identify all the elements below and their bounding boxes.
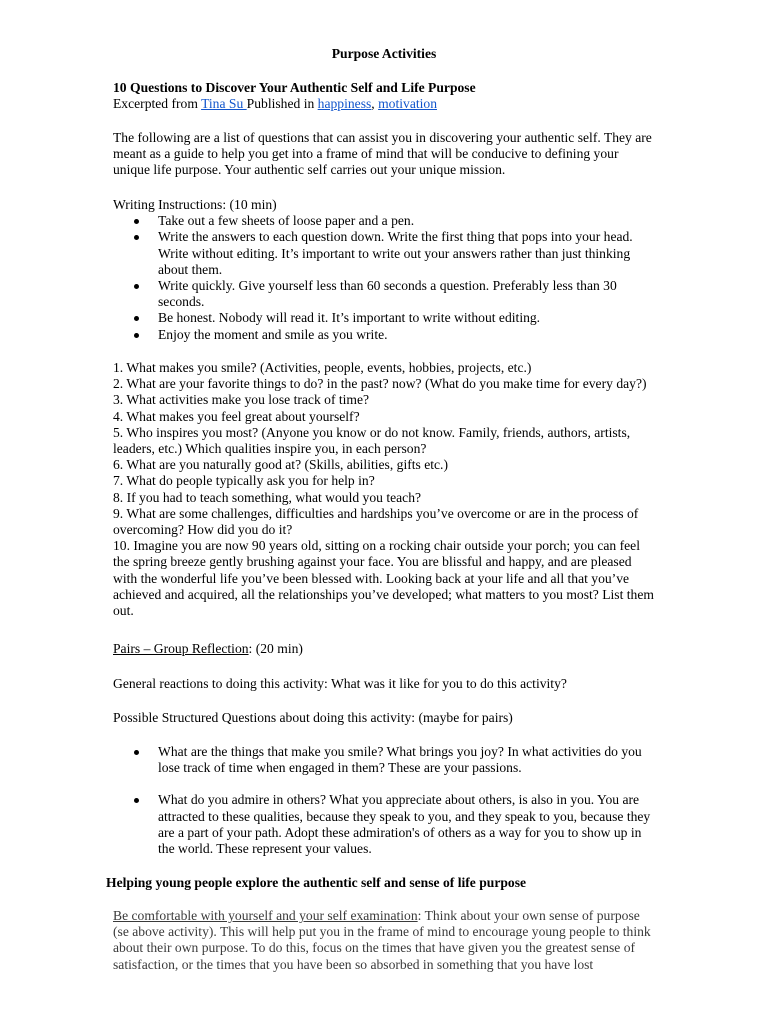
question-item: 7. What do people typically ask you for help in? bbox=[113, 473, 375, 489]
subtitle-block bbox=[113, 80, 658, 112]
excerpt-line bbox=[113, 96, 658, 112]
list-item: Enjoy the moment and smile as you write. bbox=[113, 327, 658, 343]
question-item: 6. What are you naturally good at? (Skills, abilities, gifts etc.) bbox=[113, 457, 448, 473]
general-reactions: General reactions to doing this activity: What was it like for you to do this activity? bbox=[113, 676, 567, 691]
page-title: Purpose Activities bbox=[331, 46, 437, 61]
question-item: 2. What are your favorite things to do? in the past? now? (What do you make time for every day?) bbox=[113, 376, 647, 392]
reflection-bullets bbox=[113, 744, 658, 776]
intro-paragraph: The following are a list of questions that can assist you in discovering your authentic self. They are meant as a guide to help you get into a frame of mind that will be conducive to defining your unique life purpose. Your authentic self carries out your unique mission. bbox=[113, 130, 652, 178]
pairs-label: Pairs – Group Reflection bbox=[113, 641, 249, 656]
reflection-bullets-2 bbox=[113, 792, 658, 857]
list-item: Write the answers to each question down. Write the first thing that pops into your head. Write without editing. It’s important to write out your answers rather than just thinking about them. bbox=[113, 229, 658, 278]
possible-questions: Possible Structured Questions about doing this activity: (maybe for pairs) bbox=[113, 710, 513, 725]
question-item: 10. Imagine you are now 90 years old, sitting on a rocking chair outside your porch; you can feel the spring breeze gently brushing against your face. You are blissful and happy, and are pleased with the wonderful life you’ve been blessed with. Looking back at your life and all that you’ve achieved and acquired, all the relationships you’ve developed; what matters to you most? List them out. bbox=[113, 538, 654, 619]
reflection-list bbox=[113, 744, 658, 857]
excerpt-prefix: Excerpted from bbox=[113, 96, 202, 112]
question-item: 1. What makes you smile? (Activities, people, events, hobbies, projects, etc.) bbox=[113, 360, 532, 375]
question-item: 4. What makes you feel great about yourself? bbox=[113, 408, 360, 424]
questions-list bbox=[113, 360, 658, 619]
writing-instructions bbox=[113, 197, 658, 343]
pairs-suffix: : (20 min) bbox=[248, 641, 303, 656]
list-item: Write quickly. Give yourself less than 60 seconds a question. Preferably less than 30 seconds. bbox=[113, 278, 658, 310]
writing-instructions-label: Writing Instructions: (10 min) bbox=[113, 197, 277, 212]
subtitle: 10 Questions to Discover Your Authentic Self and Life Purpose bbox=[113, 80, 476, 95]
tag-link-happiness[interactable]: happiness bbox=[317, 96, 372, 112]
question-item: 8. If you had to teach something, what would you teach? bbox=[113, 489, 422, 505]
tag-link-motivation[interactable]: motivation bbox=[378, 96, 437, 112]
published-text: Published in bbox=[246, 96, 318, 112]
pairs-heading bbox=[113, 641, 658, 657]
writing-instructions-list bbox=[113, 213, 658, 343]
list-item: What are the things that make you smile? What brings you joy? In what activities do you lose track of time when engaged in them? These are your passions. bbox=[113, 744, 658, 776]
question-item: 5. Who inspires you most? (Anyone you know or do not know. Family, friends, authors, artists, leaders, etc.) Which qualities inspire you, in each person? bbox=[113, 424, 631, 457]
section-heading: Helping young people explore the authentic self and sense of life purpose bbox=[106, 875, 527, 890]
tag-separator: , bbox=[371, 96, 379, 112]
list-item: Take out a few sheets of loose paper and a pen. bbox=[113, 213, 658, 229]
author-link[interactable]: Tina Su bbox=[201, 96, 247, 112]
list-item: What do you admire in others? What you appreciate about others, is also in you. You are attracted to these qualities, because they speak to you, and they speak to you, because they are a part of your path. Adopt these admiration's of others as a way for you to show up in the world. These represent your values. bbox=[113, 792, 658, 857]
comfortable-paragraph bbox=[113, 908, 658, 973]
question-item: 9. What are some challenges, difficulties and hardships you’ve overcome or are in the process of overcoming? How did you do it? bbox=[113, 505, 639, 538]
list-item: Be honest. Nobody will read it. It’s important to write without editing. bbox=[113, 310, 658, 326]
question-item: 3. What activities make you lose track of time? bbox=[113, 392, 370, 408]
comfortable-text: : Think about your own sense of purpose (se above activity). This will help put you in the frame of mind to encourage young people to think about their own purpose. To do this, focus on the times that have given you the greatest sense of satisfaction, or the times that you have been so absorbed in something that you have lost bbox=[113, 908, 651, 972]
comfortable-label: Be comfortable with yourself and your self examination bbox=[113, 908, 418, 923]
